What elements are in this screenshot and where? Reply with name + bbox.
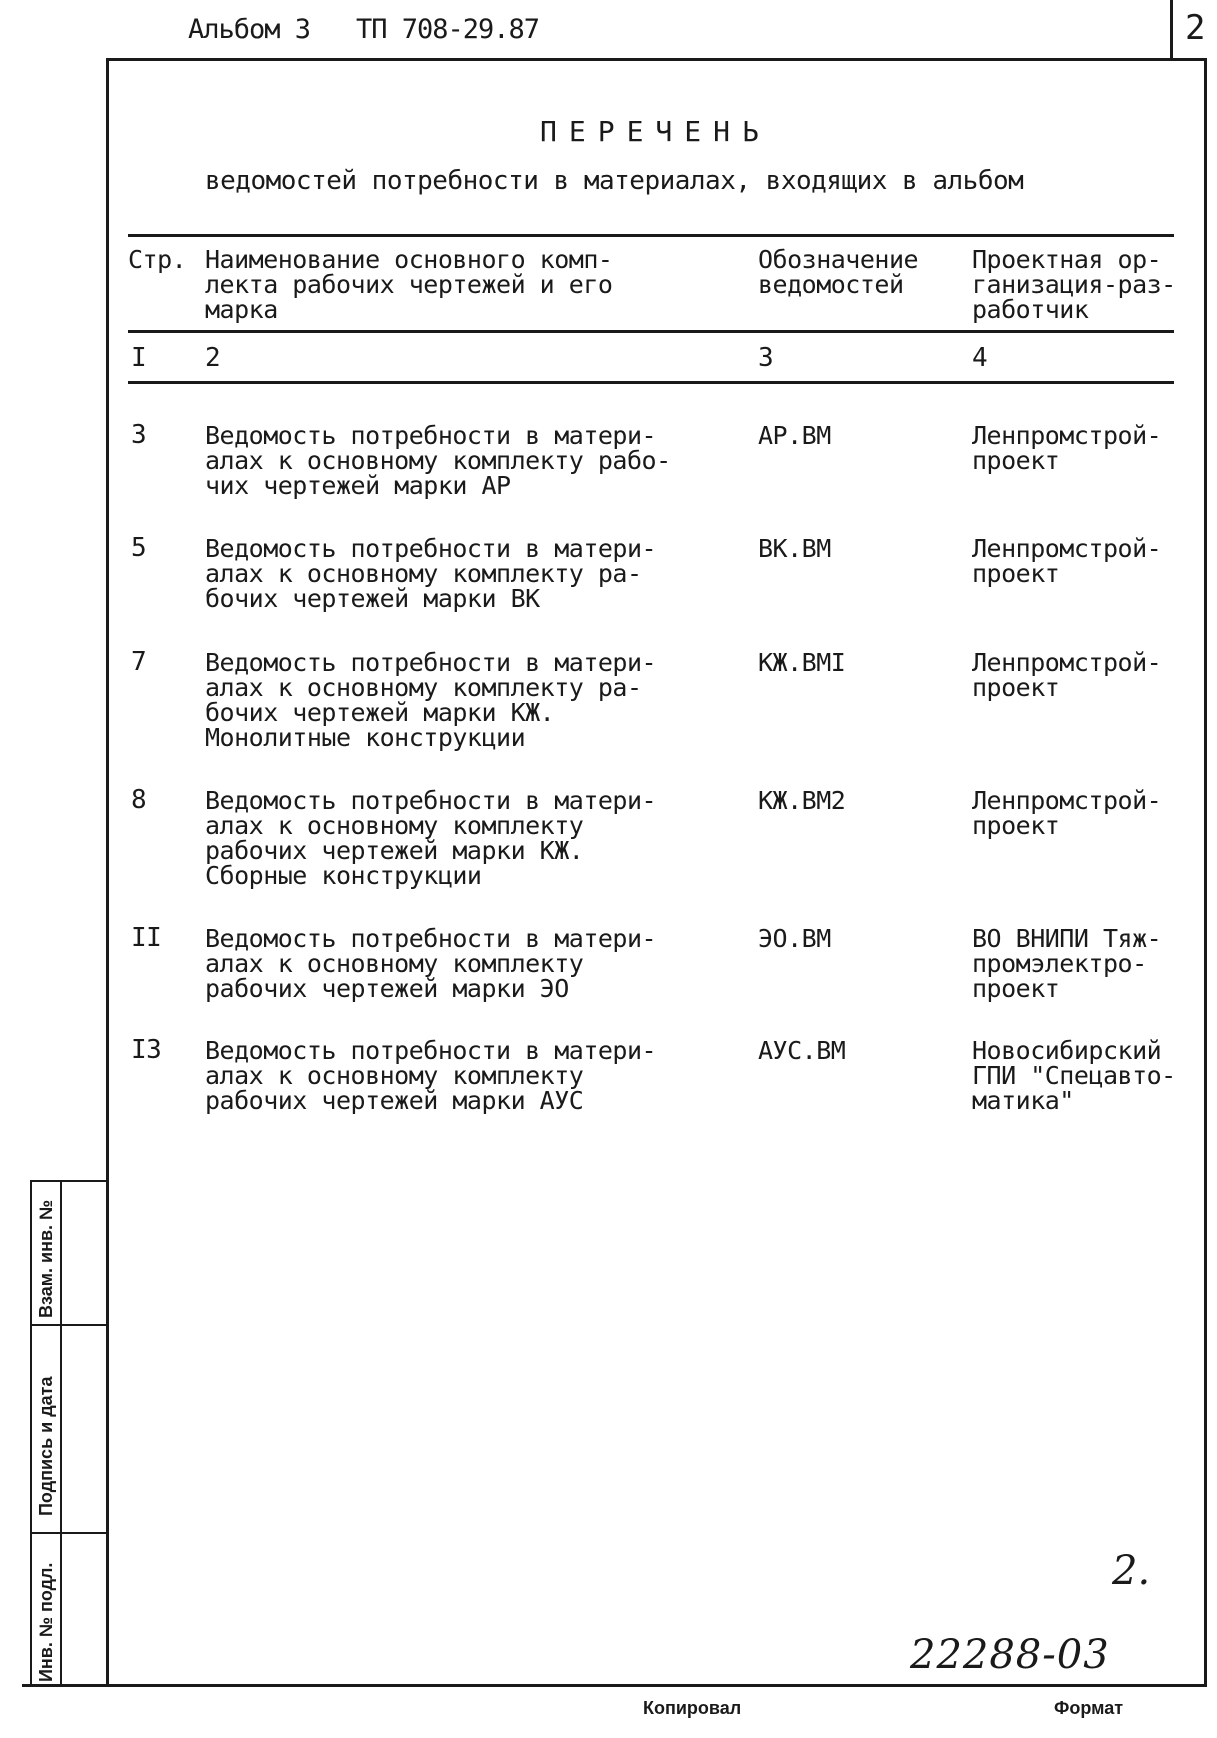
- corner-page-number: 2: [1185, 8, 1206, 48]
- row-org: Ленпромстрой- проект: [972, 421, 1162, 475]
- row-name: Ведомость потребности в матери- алах к основному комплекту рабочих чертежей марки ЭО: [205, 924, 657, 1003]
- row-code: ВК.ВМ: [758, 534, 831, 563]
- header-bottom-rule: [128, 330, 1174, 333]
- row-code: АУС.ВМ: [758, 1036, 846, 1065]
- handwritten-document-number: 22288-03: [910, 1632, 1110, 1678]
- frame-left-border: [106, 58, 109, 1686]
- row-page: 8: [131, 785, 147, 815]
- footer-copied: Копировал: [643, 1698, 742, 1718]
- side-label-vzam-inv: Взам. инв. №: [36, 1199, 56, 1318]
- corner-divider: [1170, 0, 1173, 60]
- row-page: 3: [131, 420, 147, 450]
- row-name: Ведомость потребности в матери- алах к основному комплекту ра- бочих чертежей марки КЖ. Монолитные конструкции: [205, 648, 657, 752]
- row-name: Ведомость потребности в матери- алах к основному комплекту рабочих чертежей марки АУС: [205, 1036, 657, 1115]
- row-org: Ленпромстрой- проект: [972, 534, 1162, 588]
- column-number-2: 2: [205, 343, 221, 373]
- footer-format: Формат: [1054, 1698, 1124, 1718]
- column-numbers-rule: [128, 381, 1174, 384]
- header-code: Обозначение ведомостей: [758, 245, 919, 299]
- side-label-podpis-data: Подпись и дата: [36, 1376, 56, 1516]
- row-code: КЖ.ВМ2: [758, 786, 846, 815]
- frame-bottom-border: [22, 1684, 1206, 1687]
- row-org: ВО ВНИПИ Тяж- промэлектро- проект: [972, 924, 1162, 1003]
- header-page: Стр.: [128, 245, 187, 274]
- document-title: ПЕРЕЧЕНЬ: [540, 115, 771, 148]
- handwritten-page-number: 2.: [1112, 1548, 1151, 1594]
- side-stamp-table: [30, 1180, 102, 1686]
- frame-top-border: [106, 58, 1206, 61]
- header-org: Проектная ор- ганизация-раз- работчик: [972, 245, 1176, 324]
- column-number-1: I: [131, 343, 147, 373]
- side-stamp-row-divider: [30, 1532, 106, 1534]
- document-subtitle: ведомостей потребности в материалах, входящих в альбом: [205, 166, 1024, 196]
- row-org: Новосибирский ГПИ "Спецавто- матика": [972, 1036, 1176, 1115]
- frame-right-border: [1204, 58, 1207, 1687]
- row-page: I3: [131, 1035, 162, 1065]
- side-stamp-divider: [60, 1180, 62, 1686]
- album-label: Альбом 3: [188, 14, 311, 45]
- row-page: 7: [131, 647, 147, 677]
- row-org: Ленпромстрой- проект: [972, 786, 1162, 840]
- document-code: ТП 708-29.87: [356, 14, 540, 45]
- row-org: Ленпромстрой- проект: [972, 648, 1162, 702]
- row-code: КЖ.ВМI: [758, 648, 846, 677]
- column-number-4: 4: [972, 343, 988, 373]
- header-name: Наименование основного комп- лекта рабочих чертежей и его марка: [205, 245, 613, 324]
- side-stamp-border: [30, 1180, 32, 1686]
- row-page: II: [131, 923, 162, 953]
- row-name: Ведомость потребности в матери- алах к основному комплекту ра- бочих чертежей марки ВК: [205, 534, 657, 613]
- table-top-rule: [128, 234, 1174, 237]
- column-number-3: 3: [758, 343, 774, 373]
- row-code: АР.ВМ: [758, 421, 831, 450]
- row-name: Ведомость потребности в матери- алах к основному комплекту рабочих чертежей марки КЖ. Сборные конструкции: [205, 786, 657, 890]
- row-code: ЭО.ВМ: [758, 924, 831, 953]
- row-page: 5: [131, 533, 147, 563]
- side-label-inv-podl: Инв. № подл.: [36, 1562, 56, 1682]
- side-stamp-top: [30, 1180, 106, 1182]
- row-name: Ведомость потребности в матери- алах к основному комплекту рабо- чих чертежей марки АР: [205, 421, 671, 500]
- side-stamp-row-divider: [30, 1324, 106, 1326]
